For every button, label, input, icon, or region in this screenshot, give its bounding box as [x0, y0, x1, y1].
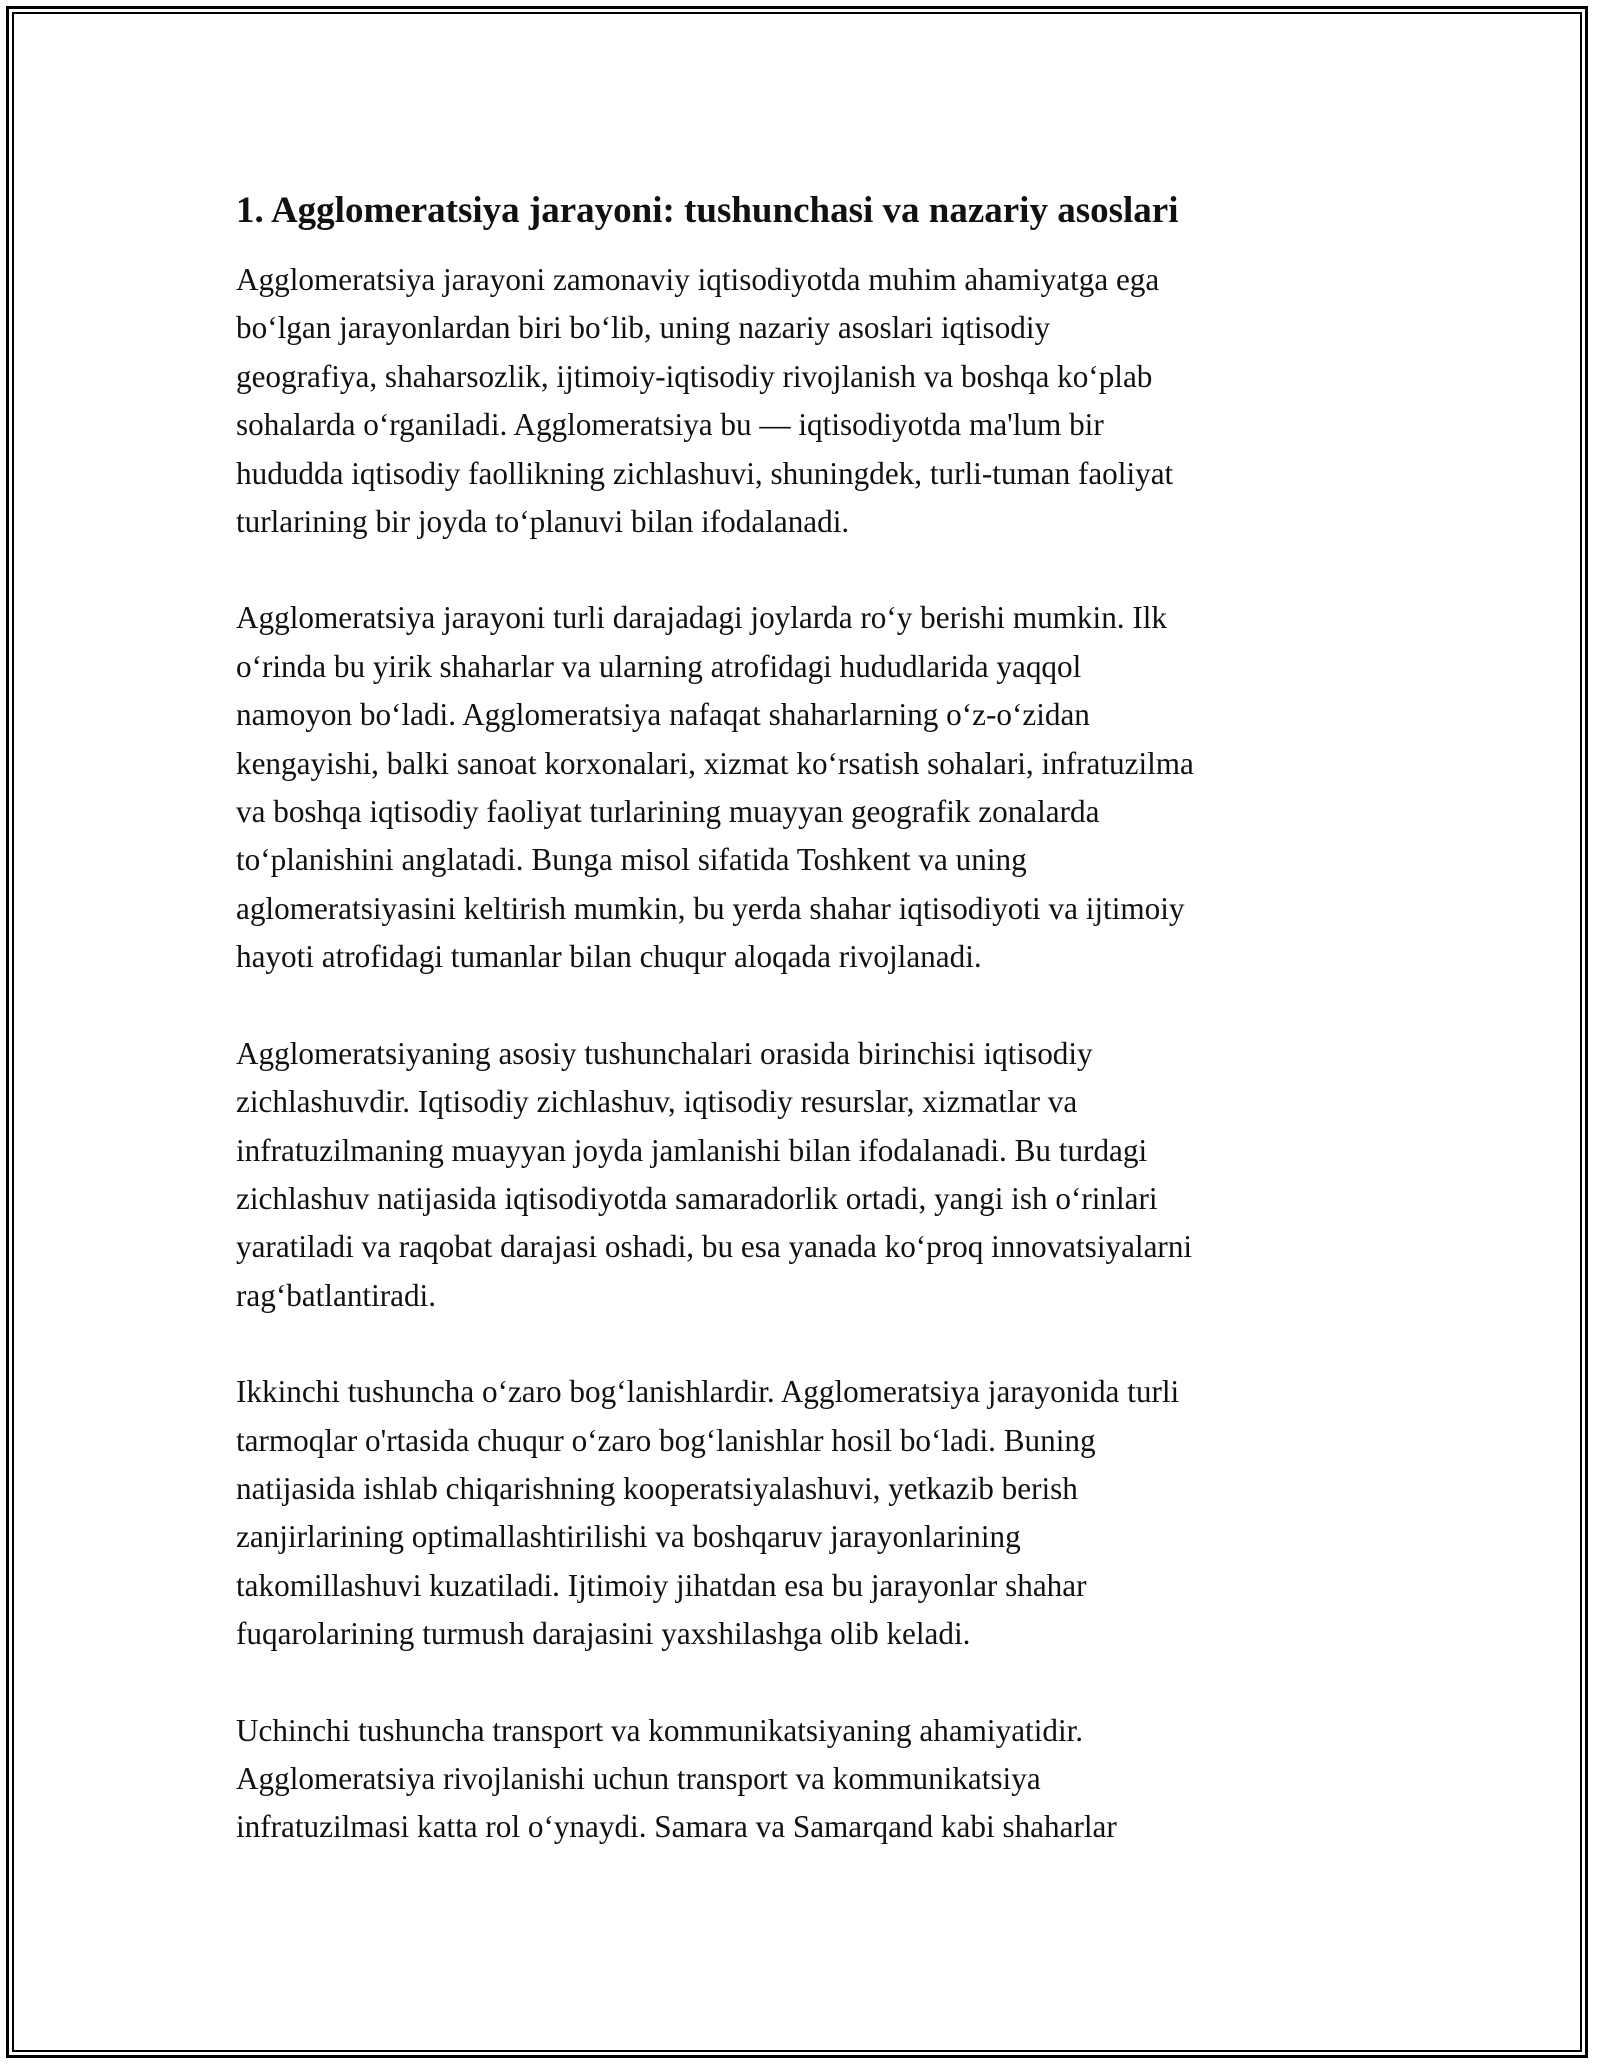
text-line: Agglomeratsiya jarayoni zamonaviy iqtisodiyotda muhim ahamiyatga ega — [236, 262, 1160, 297]
paragraph-2 — [236, 594, 1366, 981]
text-line: fuqarolarining turmush darajasini yaxshilashga olib keladi. — [236, 1616, 971, 1652]
text-line: Agglomeratsiyaning asosiy tushunchalari orasida birinchisi iqtisodiy — [236, 1035, 1093, 1071]
text-line: Agglomeratsiya rivojlanishi uchun transport va kommunikatsiya — [236, 1760, 1041, 1796]
text-line: zanjirlarining optimallashtirilishi va boshqaruv jarayonlarining — [236, 1519, 1021, 1555]
document-body — [236, 186, 1366, 1900]
text-line: infratuzilmaning muayyan joyda jamlanishi bilan ifodalanadi. Bu turdagi — [236, 1132, 1148, 1168]
text-line: hayoti atrofidagi tumanlar bilan chuqur aloqada rivojlanadi. — [236, 939, 982, 975]
text-line: rag‘batlantiradi. — [236, 1277, 437, 1313]
text-line: o‘rinda bu yirik shaharlar va ularning atrofidagi hududlarida yaqqol — [236, 648, 1082, 684]
text-line: zichlashuvdir. Iqtisodiy zichlashuv, iqtisodiy resurslar, xizmatlar va — [236, 1084, 1078, 1120]
paragraph-3 — [236, 1030, 1366, 1320]
text-line: Ikkinchi tushuncha o‘zaro bog‘lanishlardir. Agglomeratsiya jarayonida turli — [236, 1374, 1180, 1410]
section-heading: 1. Agglomeratsiya jarayoni: tushunchasi va nazariy asoslari — [236, 190, 1179, 231]
text-line: to‘planishini anglatadi. Bunga misol sifatida Toshkent va uning — [236, 842, 1027, 878]
text-line: tarmoqlar o'rtasida chuqur o‘zaro bog‘lanishlar hosil bo‘ladi. Buning — [236, 1422, 1096, 1458]
text-line: bo‘lgan jarayonlardan biri bo‘lib, uning nazariy asoslari iqtisodiy — [236, 310, 1051, 346]
text-line: yaratiladi va raqobat darajasi oshadi, bu esa yanada ko‘proq innovatsiyalarni — [236, 1229, 1193, 1265]
text-line: Uchinchi tushuncha transport va kommunikatsiyaning ahamiyatidir. — [236, 1712, 1084, 1748]
text-line: hududda iqtisodiy faollikning zichlashuvi, shuningdek, turli-tuman faoliyat — [236, 455, 1174, 491]
text-line: Agglomeratsiya jarayoni turli darajadagi joylarda ro‘y berishi mumkin. Ilk — [236, 600, 1168, 636]
text-line: aglomeratsiyasini keltirish mumkin, bu yerda shahar iqtisodiyoti va ijtimoiy — [236, 890, 1185, 926]
text-line: kengayishi, balki sanoat korxonalari, xizmat ko‘rsatish sohalari, infratuzilma — [236, 745, 1194, 781]
text-line: natijasida ishlab chiqarishning kooperatsiyalashuvi, yetkazib berish — [236, 1470, 1078, 1506]
text-line: va boshqa iqtisodiy faoliyat turlarining muayyan geografik zonalarda — [236, 794, 1100, 830]
paragraph-5 — [236, 1707, 1366, 1852]
text-line: sohalarda o‘rganiladi. Agglomeratsiya bu — iqtisodiyotda ma'lum bir — [236, 407, 1104, 443]
paragraph-4 — [236, 1368, 1366, 1658]
text-line: namoyon bo‘ladi. Agglomeratsiya nafaqat shaharlarning o‘z-o‘zidan — [236, 697, 1090, 733]
text-line: geografiya, shaharsozlik, ijtimoiy-iqtisodiy rivojlanish va boshqa ko‘plab — [236, 358, 1153, 394]
text-line: infratuzilmasi katta rol o‘ynaydi. Samara va Samarqand kabi shaharlar — [236, 1809, 1117, 1845]
text-line: turlarining bir joyda to‘planuvi bilan ifodalanadi. — [236, 504, 850, 540]
paragraph-1 — [236, 256, 1366, 546]
text-line: takomillashuvi kuzatiladi. Ijtimoiy jihatdan esa bu jarayonlar shahar — [236, 1567, 1087, 1603]
text-line: zichlashuv natijasida iqtisodiyotda samaradorlik ortadi, yangi ish o‘rinlari — [236, 1180, 1158, 1216]
